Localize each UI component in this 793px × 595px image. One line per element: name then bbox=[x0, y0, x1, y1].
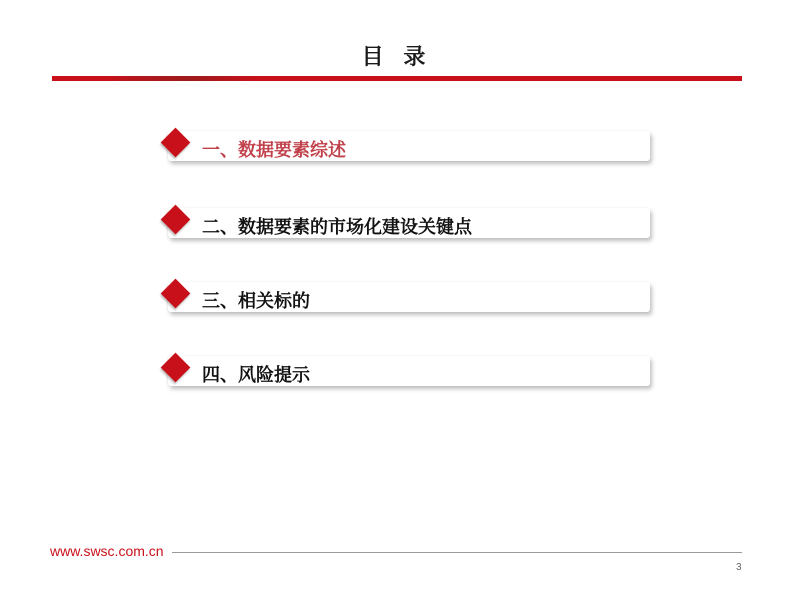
title-divider bbox=[52, 76, 742, 81]
footer-divider bbox=[172, 552, 742, 553]
page-number: 3 bbox=[736, 562, 742, 573]
toc-item-4[interactable] bbox=[160, 356, 650, 386]
toc-item-label: 一、数据要素综述 bbox=[202, 140, 346, 161]
toc-item-3[interactable] bbox=[160, 282, 650, 312]
toc-item-label: 二、数据要素的市场化建设关键点 bbox=[202, 217, 472, 238]
toc-item-label: 四、风险提示 bbox=[202, 365, 310, 386]
footer-website-link[interactable]: www.swsc.com.cn bbox=[50, 543, 164, 559]
toc-item-1[interactable] bbox=[160, 131, 650, 161]
slide-title: 目 录 bbox=[361, 45, 432, 70]
toc-item-2[interactable] bbox=[160, 208, 650, 238]
toc-item-label: 三、相关标的 bbox=[202, 291, 310, 312]
